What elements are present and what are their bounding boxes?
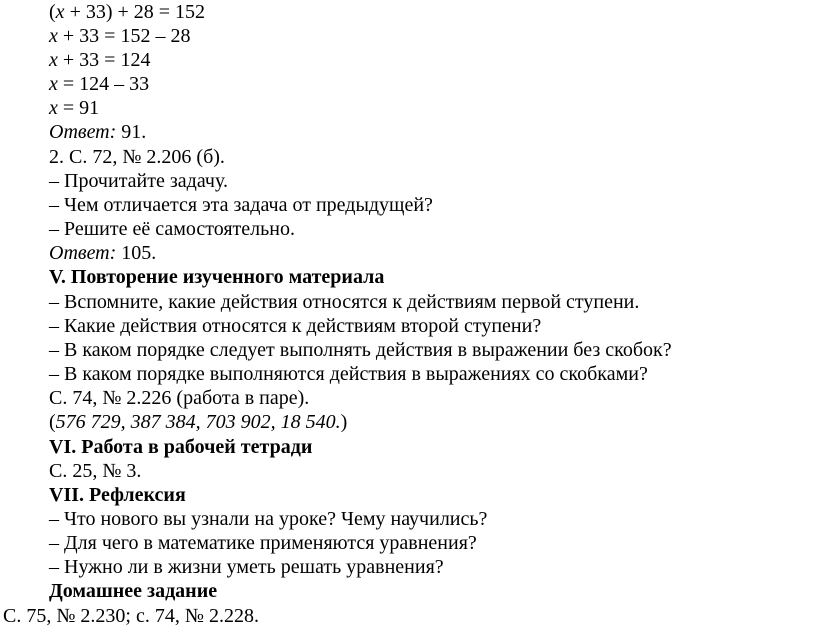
task2-question-1: – Прочитайте задачу. [49, 170, 228, 192]
open-paren: ( [49, 1, 56, 23]
answer-label: Ответ: [49, 242, 117, 264]
section-7-question-1: – Что нового вы узнали на уроке? Чему научились? [49, 508, 488, 530]
section-6-title: VI. Работа в рабочей тетради [49, 436, 313, 458]
section-7-question-2: – Для чего в математике применяются уравнения? [49, 532, 477, 554]
variable-x: x [49, 73, 58, 95]
close-paren: ) [340, 411, 348, 433]
task2-heading: 2. С. 72, № 2.206 (б). [49, 146, 225, 168]
section-5-question-4: – В каком порядке выполняются действия в выражениях со скобками? [49, 363, 648, 385]
section-5-question-2: – Какие действия относятся к действиям второй ступени? [49, 315, 542, 337]
answers-text: 576 729, 387 384, 703 902, 18 540. [55, 411, 341, 433]
equation-line-5 [49, 96, 99, 120]
open-paren: ( [49, 411, 56, 433]
variable-x: x [55, 1, 65, 23]
homework-title: Домашнее задание [49, 580, 218, 602]
homework-task: С. 75, № 2.230; с. 74, № 2.228. [3, 605, 259, 627]
equation-line-1 [49, 0, 205, 24]
equation-text: = 124 – 33 [57, 73, 150, 95]
answer-value: 91. [116, 121, 147, 143]
answer-value: 105. [116, 242, 157, 264]
equation-text: + 33 = 124 [57, 49, 151, 71]
section-7-title: VII. Рефлексия [49, 484, 186, 506]
answer-label: Ответ: [49, 121, 117, 143]
equation-text: = 91 [57, 97, 100, 119]
equation-line-4 [49, 72, 149, 96]
section-5-answers [49, 410, 347, 434]
section-6-task: С. 25, № 3. [49, 460, 142, 482]
task2-question-3: – Решите её самостоятельно. [49, 218, 295, 240]
section-5-task: С. 74, № 2.226 (работа в паре). [49, 387, 310, 409]
section-5-question-3: – В каком порядке следует выполнять действия в выражении без скобок? [49, 339, 672, 361]
task2-question-2: – Чем отличается эта задача от предыдущей? [49, 194, 433, 216]
variable-x: x [49, 97, 58, 119]
section-5-title: V. Повторение изученного материала [49, 266, 385, 288]
section-7-question-3: – Нужно ли в жизни уметь решать уравнения? [49, 556, 444, 578]
equation-text: + 33 = 152 – 28 [57, 25, 191, 47]
answer-line-1 [49, 120, 146, 144]
answer-line-2 [49, 241, 156, 265]
equation-line-2 [49, 24, 190, 48]
equation-text: + 33) + 28 = 152 [64, 1, 206, 23]
variable-x: x [49, 25, 58, 47]
equation-line-3 [49, 48, 150, 72]
variable-x: x [49, 49, 58, 71]
section-5-question-1: – Вспомните, какие действия относятся к действиям первой ступени. [49, 291, 640, 313]
